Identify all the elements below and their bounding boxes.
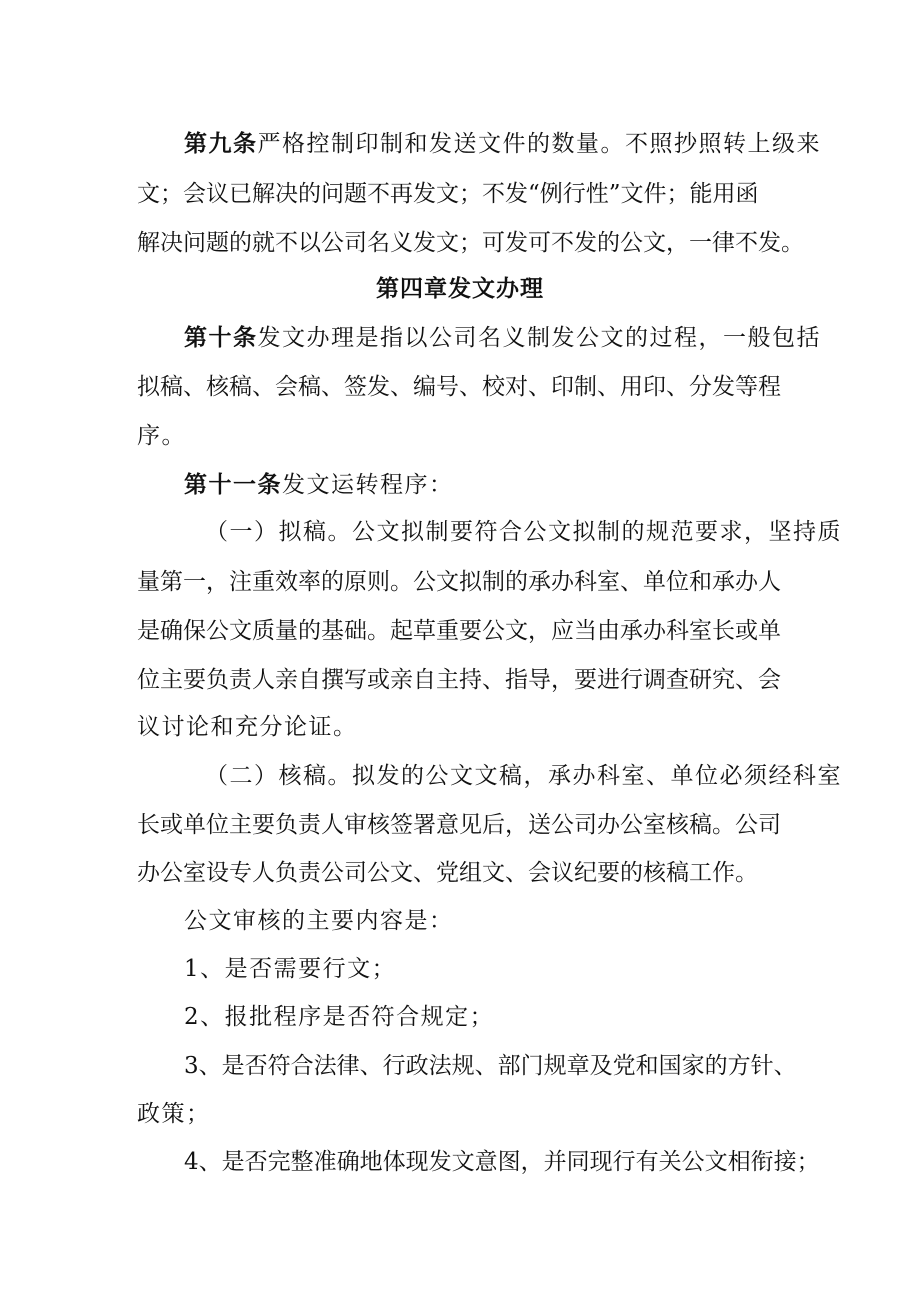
item-1-line-5: 议讨论和充分论证。 (137, 714, 358, 740)
item-2-line-1: （二）核稿。拟发的公文文稿，承办科室、单位必须经科室 (205, 763, 842, 789)
review-point-3-line-1: 3、是否符合法律、行政法规、部门规章及党和国家的方针、 (184, 1053, 797, 1079)
review-point-4: 4、是否完整准确地体现发文意图，并同现行有关公文相衔接； (184, 1149, 820, 1175)
item-2-line-3: 办公室设专人负责公司公文、党组文、会议纪要的核稿工作。 (137, 860, 758, 886)
review-intro: 公文审核的主要内容是： (184, 908, 454, 934)
article-9-line-1 (184, 128, 844, 160)
review-point-1: 1、是否需要行文； (184, 956, 397, 982)
article-11-label: 第十一条 (184, 472, 282, 498)
item-1-line-4: 位主要负责人亲自撰写或亲自主持、指导，要进行调查研究、会 (137, 667, 781, 693)
article-10-line-1 (184, 322, 844, 354)
review-point-3-line-2: 政策； (137, 1101, 211, 1127)
article-10-line-2: 拟稿、核稿、会稿、签发、编号、校对、印制、用印、分发等程 (137, 374, 781, 400)
item-2-line-2: 长或单位主要负责人审核签署意见后，送公司办公室核稿。公司 (137, 812, 781, 838)
article-10-label: 第十条 (184, 325, 258, 351)
article-11-line-1 (184, 469, 844, 501)
article-9-label: 第九条 (184, 131, 258, 157)
article-9-line-3: 解决问题的就不以公司名义发文；可发可不发的公文，一律不发。 (137, 230, 804, 256)
article-9-text: 严格控制印制和发送文件的数量。不照抄照转上级来 (257, 131, 821, 157)
article-11-text: 发文运转程序： (282, 472, 454, 498)
article-10-line-3: 序。 (137, 423, 186, 449)
article-10-text: 发文办理是指以公司名义制发公文的过程，一般包括 (257, 325, 821, 351)
item-1-line-1: （一）拟稿。公文拟制要符合公文拟制的规范要求，坚持质 (205, 519, 842, 545)
item-1-line-3: 是确保公文质量的基础。起草重要公文，应当由承办科室长或单 (137, 618, 781, 644)
article-9-line-2: 文；会议已解决的问题不再发文；不发“例行性”文件；能用函 (137, 181, 759, 207)
chapter-4-heading: 第四章发文办理 (376, 276, 544, 302)
review-point-2: 2、报批程序是否符合规定； (184, 1004, 495, 1030)
item-1-line-2: 量第一，注重效率的原则。公文拟制的承办科室、单位和承办人 (137, 569, 781, 595)
